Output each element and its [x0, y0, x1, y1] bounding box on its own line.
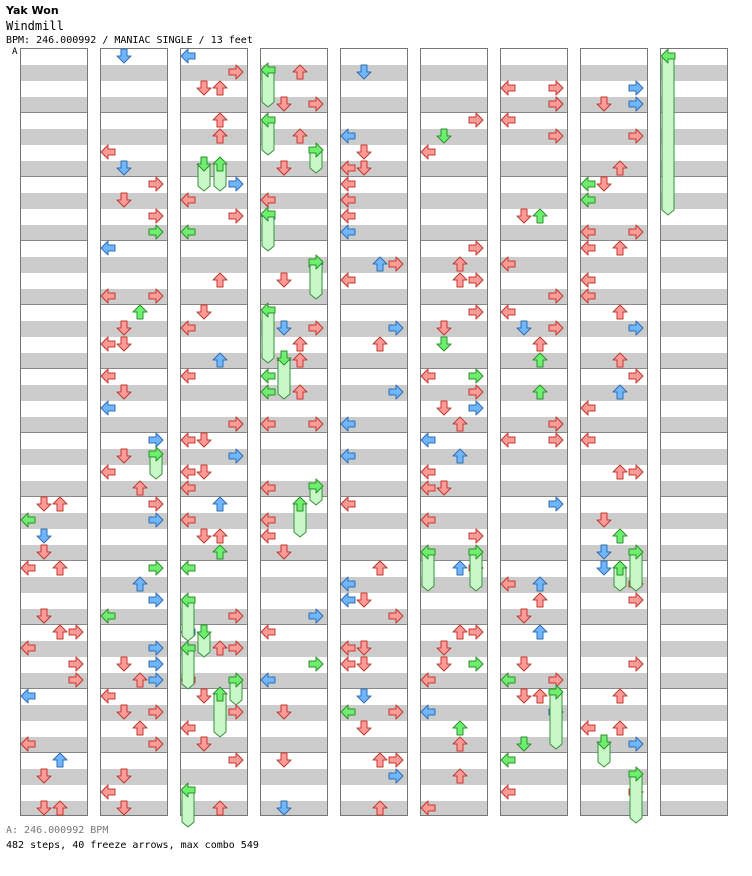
measure-column-2: [100, 48, 168, 816]
bpm-footer: A: 246.000992 BPM: [6, 825, 109, 836]
measure-column-8: [580, 48, 648, 816]
measure-column-7: [500, 48, 568, 816]
bpm-marker: A: [12, 47, 18, 57]
measure-column-9: [660, 48, 728, 816]
measure-column-5: [340, 48, 408, 816]
measure-column-1: [20, 48, 88, 816]
measure-column-6: [420, 48, 488, 816]
measure-column-4: [260, 48, 328, 816]
song-title: Windmill: [6, 19, 64, 33]
measure-column-3: [180, 48, 248, 816]
chart-meta: BPM: 246.000992 / MANIAC SINGLE / 13 feet: [6, 35, 253, 46]
step-stats: 482 steps, 40 freeze arrows, max combo 549: [6, 840, 259, 851]
artist-name: Yak Won: [6, 4, 59, 17]
